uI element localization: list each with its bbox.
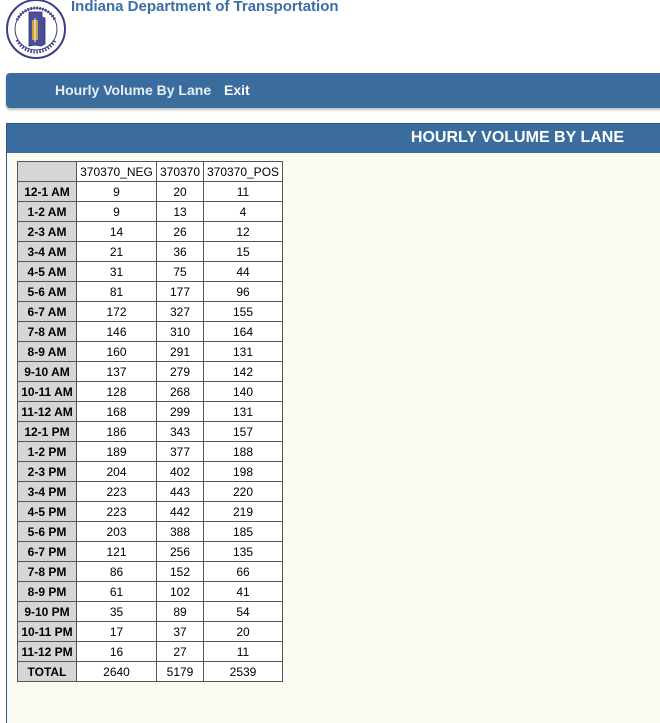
table-row bbox=[18, 422, 283, 442]
report-panel bbox=[6, 123, 660, 723]
row-header-hour: 9-10 PM bbox=[18, 602, 77, 622]
row-header-hour: TOTAL bbox=[18, 662, 77, 682]
row-header-hour: 2-3 AM bbox=[18, 222, 77, 242]
volume-cell: 268 bbox=[157, 382, 204, 402]
org-name: Indiana Department of Transportation bbox=[71, 0, 339, 15]
table-row bbox=[18, 442, 283, 462]
volume-cell: 164 bbox=[204, 322, 283, 342]
volume-cell: 20 bbox=[204, 622, 283, 642]
volume-cell: 291 bbox=[157, 342, 204, 362]
table-row bbox=[18, 222, 283, 242]
volume-cell: 12 bbox=[204, 222, 283, 242]
row-header-hour: 3-4 AM bbox=[18, 242, 77, 262]
volume-cell: 11 bbox=[204, 642, 283, 662]
volume-cell: 279 bbox=[157, 362, 204, 382]
volume-cell: 9 bbox=[77, 182, 157, 202]
volume-cell: 75 bbox=[157, 262, 204, 282]
volume-cell: 41 bbox=[204, 582, 283, 602]
table-row bbox=[18, 202, 283, 222]
table-row bbox=[18, 602, 283, 622]
volume-cell: 27 bbox=[157, 642, 204, 662]
volume-cell: 155 bbox=[204, 302, 283, 322]
volume-cell: 11 bbox=[204, 182, 283, 202]
volume-cell: 443 bbox=[157, 482, 204, 502]
volume-cell: 86 bbox=[77, 562, 157, 582]
volume-cell: 61 bbox=[77, 582, 157, 602]
row-header-hour: 6-7 PM bbox=[18, 542, 77, 562]
row-header-hour: 7-8 AM bbox=[18, 322, 77, 342]
volume-cell: 172 bbox=[77, 302, 157, 322]
nav-bar bbox=[6, 73, 660, 108]
volume-cell: 81 bbox=[77, 282, 157, 302]
panel-title: HOURLY VOLUME BY LANE bbox=[410, 129, 624, 146]
table-row bbox=[18, 462, 283, 482]
volume-cell: 131 bbox=[204, 402, 283, 422]
row-header-hour: 8-9 AM bbox=[18, 342, 77, 362]
row-header-hour: 5-6 AM bbox=[18, 282, 77, 302]
volume-cell: 186 bbox=[77, 422, 157, 442]
volume-cell: 16 bbox=[77, 642, 157, 662]
volume-cell: 310 bbox=[157, 322, 204, 342]
volume-cell: 89 bbox=[157, 602, 204, 622]
volume-cell: 256 bbox=[157, 542, 204, 562]
volume-cell: 44 bbox=[204, 262, 283, 282]
volume-cell: 203 bbox=[77, 522, 157, 542]
panel-title-bar bbox=[7, 123, 660, 153]
table-row bbox=[18, 642, 283, 662]
volume-cell: 54 bbox=[204, 602, 283, 622]
row-header-hour: 11-12 PM bbox=[18, 642, 77, 662]
table-row bbox=[18, 342, 283, 362]
row-header-hour: 12-1 AM bbox=[18, 182, 77, 202]
table-row bbox=[18, 402, 283, 422]
volume-cell: 157 bbox=[204, 422, 283, 442]
volume-cell: 220 bbox=[204, 482, 283, 502]
volume-cell: 168 bbox=[77, 402, 157, 422]
volume-cell: 66 bbox=[204, 562, 283, 582]
row-header-hour: 2-3 PM bbox=[18, 462, 77, 482]
volume-cell: 219 bbox=[204, 502, 283, 522]
volume-cell: 142 bbox=[204, 362, 283, 382]
column-header: 370370_POS bbox=[204, 162, 283, 182]
volume-cell: 198 bbox=[204, 462, 283, 482]
volume-cell: 36 bbox=[157, 242, 204, 262]
volume-cell: 185 bbox=[204, 522, 283, 542]
row-header-hour: 3-4 PM bbox=[18, 482, 77, 502]
table-row bbox=[18, 582, 283, 602]
volume-cell: 102 bbox=[157, 582, 204, 602]
volume-cell: 189 bbox=[77, 442, 157, 462]
volume-cell: 128 bbox=[77, 382, 157, 402]
table-row bbox=[18, 382, 283, 402]
row-header-hour: 4-5 PM bbox=[18, 502, 77, 522]
table-row bbox=[18, 502, 283, 522]
volume-cell: 343 bbox=[157, 422, 204, 442]
table-row bbox=[18, 362, 283, 382]
table-corner-cell bbox=[18, 162, 77, 182]
row-header-hour: 10-11 PM bbox=[18, 622, 77, 642]
volume-cell: 121 bbox=[77, 542, 157, 562]
volume-cell: 327 bbox=[157, 302, 204, 322]
row-header-hour: 6-7 AM bbox=[18, 302, 77, 322]
volume-cell: 137 bbox=[77, 362, 157, 382]
table-row bbox=[18, 482, 283, 502]
volume-cell: 5179 bbox=[157, 662, 204, 682]
table-row bbox=[18, 542, 283, 562]
page-header bbox=[0, 0, 660, 70]
volume-cell: 15 bbox=[204, 242, 283, 262]
volume-cell: 21 bbox=[77, 242, 157, 262]
column-header: 370370_NEG bbox=[77, 162, 157, 182]
table-row bbox=[18, 262, 283, 282]
volume-cell: 442 bbox=[157, 502, 204, 522]
volume-cell: 223 bbox=[77, 482, 157, 502]
volume-cell: 13 bbox=[157, 202, 204, 222]
volume-cell: 299 bbox=[157, 402, 204, 422]
volume-cell: 2640 bbox=[77, 662, 157, 682]
table-row bbox=[18, 242, 283, 262]
volume-cell: 377 bbox=[157, 442, 204, 462]
volume-cell: 160 bbox=[77, 342, 157, 362]
volume-cell: 96 bbox=[204, 282, 283, 302]
row-header-hour: 10-11 AM bbox=[18, 382, 77, 402]
volume-cell: 20 bbox=[157, 182, 204, 202]
table-row bbox=[18, 282, 283, 302]
nav-hourly-volume-by-lane[interactable]: Hourly Volume By Lane bbox=[55, 82, 212, 98]
table-row bbox=[18, 522, 283, 542]
volume-cell: 204 bbox=[77, 462, 157, 482]
volume-cell: 2539 bbox=[204, 662, 283, 682]
nav-exit[interactable]: Exit bbox=[224, 82, 250, 98]
volume-cell: 9 bbox=[77, 202, 157, 222]
table-header-row bbox=[18, 162, 283, 182]
row-header-hour: 12-1 PM bbox=[18, 422, 77, 442]
volume-cell: 31 bbox=[77, 262, 157, 282]
volume-cell: 37 bbox=[157, 622, 204, 642]
volume-cell: 223 bbox=[77, 502, 157, 522]
table-row bbox=[18, 562, 283, 582]
row-header-hour: 11-12 AM bbox=[18, 402, 77, 422]
volume-cell: 152 bbox=[157, 562, 204, 582]
column-header: 370370 bbox=[157, 162, 204, 182]
volume-cell: 402 bbox=[157, 462, 204, 482]
table-row bbox=[18, 182, 283, 202]
table-row bbox=[18, 322, 283, 342]
volume-cell: 177 bbox=[157, 282, 204, 302]
volume-cell: 388 bbox=[157, 522, 204, 542]
volume-cell: 188 bbox=[204, 442, 283, 462]
row-header-hour: 8-9 PM bbox=[18, 582, 77, 602]
table-row bbox=[18, 622, 283, 642]
volume-cell: 140 bbox=[204, 382, 283, 402]
volume-cell: 26 bbox=[157, 222, 204, 242]
volume-cell: 135 bbox=[204, 542, 283, 562]
indot-seal-logo bbox=[5, 0, 67, 60]
table-row bbox=[18, 302, 283, 322]
hourly-volume-table bbox=[17, 161, 283, 682]
row-header-hour: 4-5 AM bbox=[18, 262, 77, 282]
volume-cell: 4 bbox=[204, 202, 283, 222]
volume-cell: 146 bbox=[77, 322, 157, 342]
row-header-hour: 1-2 PM bbox=[18, 442, 77, 462]
volume-cell: 35 bbox=[77, 602, 157, 622]
row-header-hour: 1-2 AM bbox=[18, 202, 77, 222]
volume-cell: 14 bbox=[77, 222, 157, 242]
row-header-hour: 5-6 PM bbox=[18, 522, 77, 542]
volume-cell: 131 bbox=[204, 342, 283, 362]
row-header-hour: 7-8 PM bbox=[18, 562, 77, 582]
table-row bbox=[18, 662, 283, 682]
volume-cell: 17 bbox=[77, 622, 157, 642]
row-header-hour: 9-10 AM bbox=[18, 362, 77, 382]
